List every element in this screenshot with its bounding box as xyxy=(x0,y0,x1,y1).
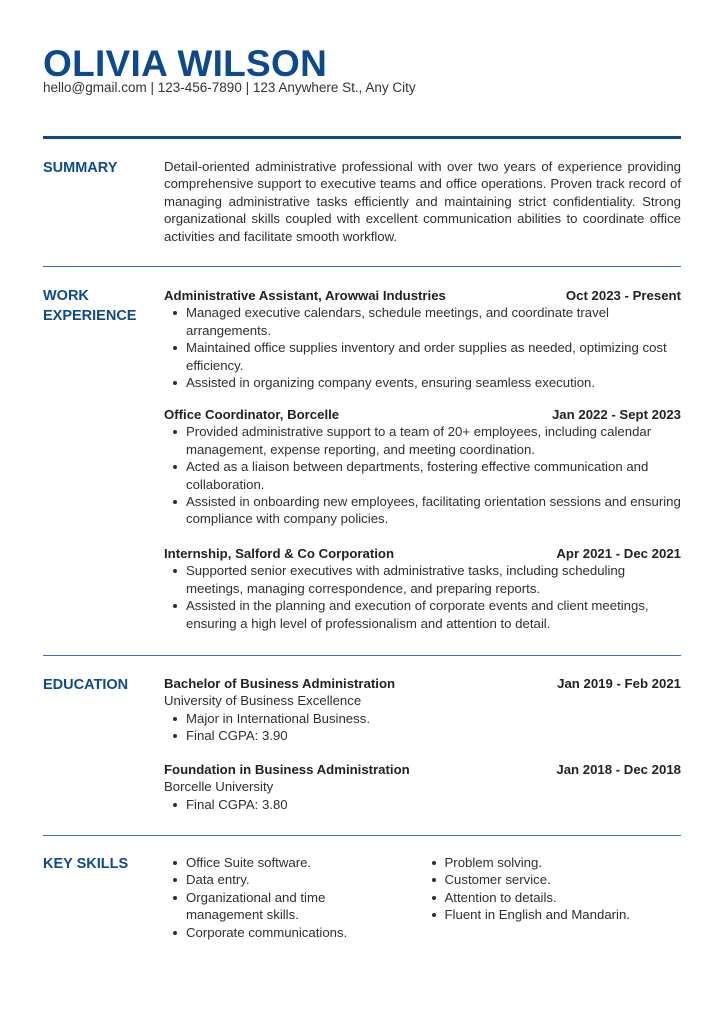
skills-heading: KEY SKILLS xyxy=(43,856,129,872)
candidate-name: OLIVIA WILSON xyxy=(43,43,328,84)
degree-title: Bachelor of Business Administration xyxy=(164,676,396,691)
skill-item: Data entry. xyxy=(186,871,423,888)
contact-info: hello@gmail.com | 123-456-7890 | 123 Anywhere St., Any City xyxy=(43,80,416,95)
summary-heading: SUMMARY xyxy=(43,160,118,176)
bullet-item: Assisted in onboarding new employees, facilitating orientation sessions and ensuring compliance with company policies. xyxy=(186,494,681,527)
education-bullets xyxy=(164,796,681,813)
skills-section xyxy=(164,854,681,941)
job-role: Administrative Assistant, Arowwai Industries xyxy=(164,288,446,303)
bullet-item: Maintained office supplies inventory and order supplies as needed, optimizing cost efficiency. xyxy=(186,339,681,374)
job-dates: Jan 2022 - Sept 2023 xyxy=(551,407,681,422)
section-divider xyxy=(43,835,681,836)
job-entry xyxy=(164,545,681,632)
bullet-item: Final CGPA: 3.80 xyxy=(186,796,681,813)
education-entry xyxy=(164,675,681,745)
education-heading: EDUCATION xyxy=(43,677,129,693)
skill-item: Problem solving. xyxy=(445,854,682,871)
job-bullets xyxy=(164,562,681,632)
education-dates: Jan 2018 - Dec 2018 xyxy=(556,762,681,777)
job-role: Office Coordinator, Borcelle xyxy=(164,407,340,422)
skill-item: Fluent in English and Mandarin. xyxy=(445,906,682,923)
job-bullets xyxy=(164,423,681,527)
bullet-item: Final CGPA: 3.90 xyxy=(186,727,681,744)
skill-item: Corporate communications. xyxy=(186,924,423,941)
education-bullets xyxy=(164,710,681,745)
bullet-item: Acted as a liaison between departments, fostering effective communication and collaboration. xyxy=(186,458,681,493)
school-name: Borcelle University xyxy=(164,779,274,795)
job-role: Internship, Salford & Co Corporation xyxy=(164,546,395,561)
education-dates: Jan 2019 - Feb 2021 xyxy=(557,676,681,691)
skills-list-left xyxy=(164,854,423,941)
education-entry xyxy=(164,761,681,813)
bullet-item: Managed executive calendars, schedule meetings, and coordinate travel arrangements. xyxy=(186,304,681,339)
work-heading-line2: EXPERIENCE xyxy=(43,308,137,324)
bullet-item: Supported senior executives with administrative tasks, including scheduling meetings, managing correspondence, and preparing reports. xyxy=(186,562,681,597)
work-heading xyxy=(43,286,153,326)
skill-item: Organizational and time management skills. xyxy=(186,889,356,924)
degree-title: Foundation in Business Administration xyxy=(164,762,410,777)
summary-text: Detail-oriented administrative professional with over two years of experience providing comprehensive support to executive teams and office operations. Proven track record of managing administrative tasks efficiently and maintaining strict confidentiality. Strong organizational skills coupled with excellent communication abilities to coordinate office activities and facilitate smooth workflow. xyxy=(164,159,681,244)
bullet-item: Assisted in the planning and execution of corporate events and client meetings, ensuring a high level of professionalism and attention to detail. xyxy=(186,597,681,632)
section-divider xyxy=(43,655,681,656)
summary-section xyxy=(164,158,681,245)
job-entry xyxy=(164,287,681,391)
skills-list-right xyxy=(423,854,682,941)
skill-item: Customer service. xyxy=(445,871,682,888)
job-dates: Oct 2023 - Present xyxy=(565,288,681,303)
skill-item: Attention to details. xyxy=(445,889,682,906)
job-bullets xyxy=(164,304,681,391)
job-entry xyxy=(164,406,681,528)
skill-item: Office Suite software. xyxy=(186,854,423,871)
header-divider xyxy=(43,136,681,139)
bullet-item: Major in International Business. xyxy=(186,710,681,727)
bullet-item: Provided administrative support to a team of 20+ employees, including calendar management, expense reporting, and meeting coordination. xyxy=(186,423,681,458)
job-dates: Apr 2021 - Dec 2021 xyxy=(556,546,681,561)
bullet-item: Assisted in organizing company events, ensuring seamless execution. xyxy=(186,374,681,391)
section-divider xyxy=(43,266,681,267)
school-name: University of Business Excellence xyxy=(164,693,362,709)
work-heading-line1: WORK xyxy=(43,288,89,304)
